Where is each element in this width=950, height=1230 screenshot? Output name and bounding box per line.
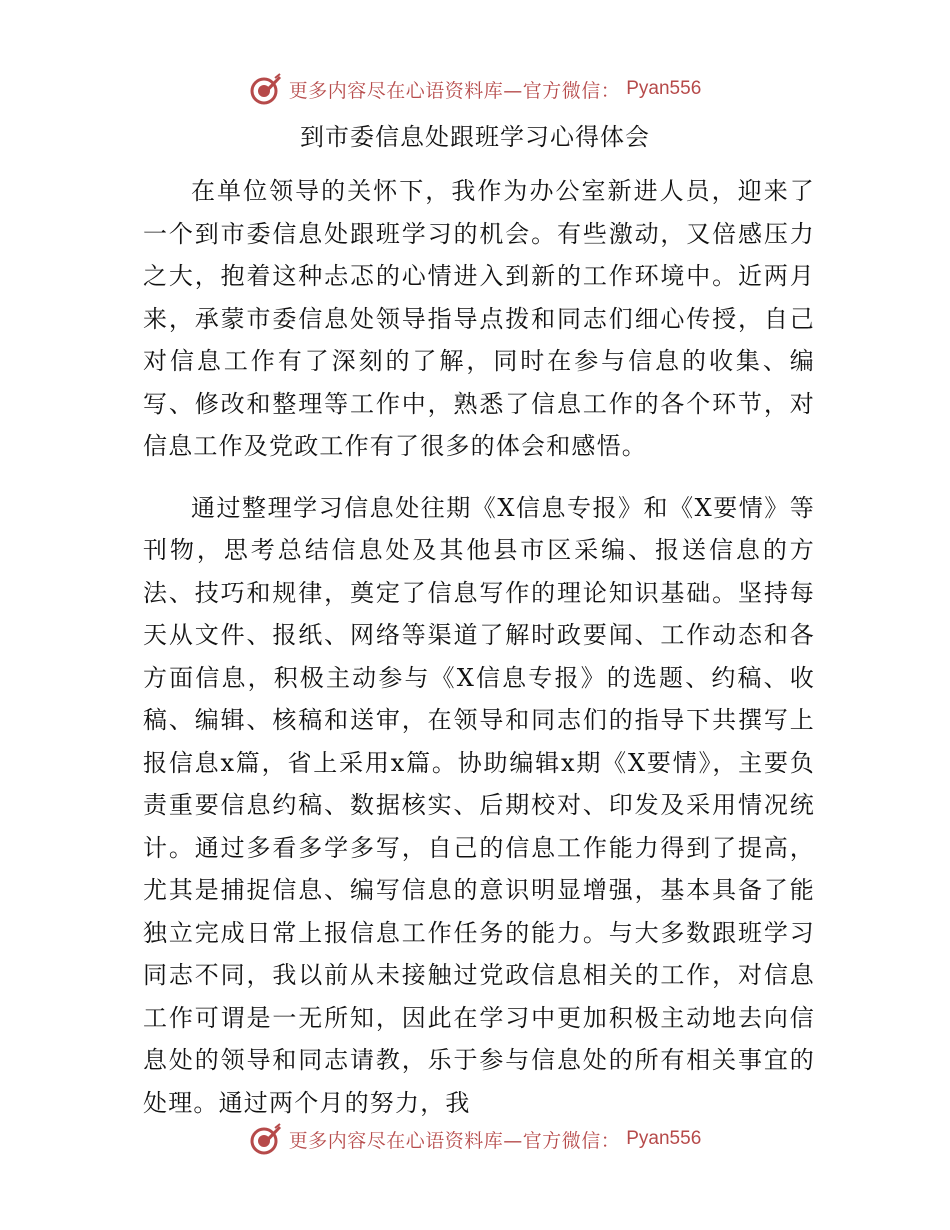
paragraph-1: 在单位领导的关怀下，我作为办公室新进人员，迎来了一个到市委信息处跟班学习的机会。有些激动，又倍感压力之大，抱着这种忐忑的心情进入到新的工作环境中。近两月来，承蒙市委信息处领导指导点拨和同志们细心传授，自己对信息工作有了深刻的了解，同时在参与信息的收集、编写、修改和整理等工作中，熟悉了信息工作的各个环节，对信息工作及党政工作有了很多的体会和感悟。 [143, 177, 815, 460]
footer-watermark [0, 1122, 950, 1156]
quill-seal-icon [249, 1122, 283, 1156]
watermark-text: 更多内容尽在心语资料库—官方微信： [288, 1129, 621, 1152]
document-body [143, 170, 815, 1124]
paragraph-2: 通过整理学习信息处往期《X信息专报》和《X要情》等刊物，思考总结信息处及其他县市区采编、报送信息的方法、技巧和规律，奠定了信息写作的理论知识基础。坚持每天从文件、报纸、网络等渠道了解时政要闻、工作动态和各方面信息，积极主动参与《X信息专报》的选题、约稿、收稿、编辑、核稿和送审，在领导和同志们的指导下共撰写上报信息x篇，省上采用x篇。协助编辑x期《X要情》，主要负责重要信息约稿、数据核实、后期校对、印发及采用情况统计。通过多看多学多写，自己的信息工作能力得到了提高，尤其是捕捉信息、编写信息的意识明显增强，基本具备了能独立完成日常上报信息工作任务的能力。与大多数跟班学习同志不同，我以前从未接触过党政信息相关的工作，对信息工作可谓是一无所知，因此在学习中更加积极主动地去向信息处的领导和同志请教，乐于参与信息处的所有相关事宜的处理。通过两个月的努力，我 [143, 493, 815, 1117]
watermark-contact: Pyan556 [626, 78, 702, 99]
header-watermark [0, 72, 950, 106]
watermark-text: 更多内容尽在心语资料库—官方微信： [288, 79, 621, 102]
document-title: 到市委信息处跟班学习心得体会 [300, 123, 650, 151]
quill-seal-icon [249, 72, 283, 106]
watermark-contact: Pyan556 [626, 1128, 702, 1149]
